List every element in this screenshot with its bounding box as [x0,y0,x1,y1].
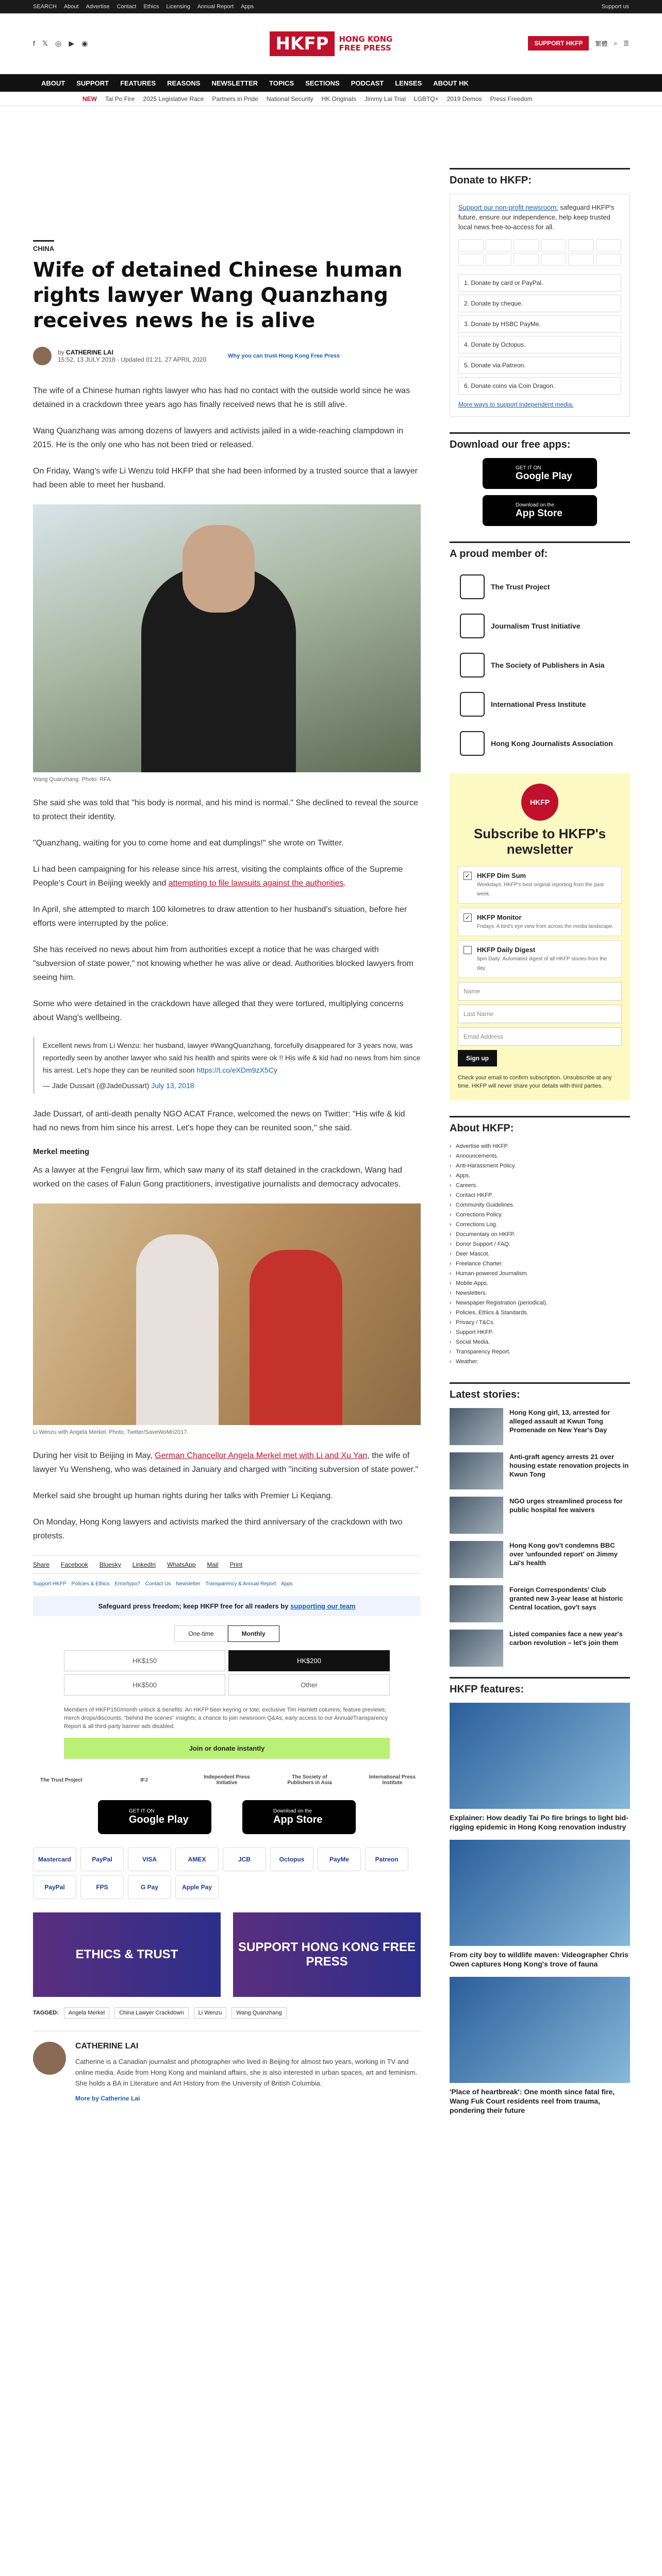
footer-link[interactable]: Error/typo? [114,1581,140,1587]
story-thumbnail[interactable] [450,1408,503,1445]
tags-label: TAGGED: [33,2010,59,2016]
payment-logo[interactable]: PayPal [80,1848,124,1871]
story-headline[interactable]: Hong Kong girl, 13, arrested for alleged assault at Kwun Tong Promenade on New Year's Day [509,1409,610,1434]
paragraph: She has received no news about him from authorities except a notice that he was charged with "subversion of state power," not knowing whether he was alive or dead. Authorities blocked lawyers from seeing him. [33,945,413,982]
share-bluesky[interactable]: Bluesky [99,1561,121,1568]
paragraph: On Friday, Wang's wife Li Wenzu told HKFP that she had been informed by a trusted source that a lawyer had been able to meet her husband. [33,467,418,489]
about-link[interactable]: › Deer Mascot. [450,1249,630,1259]
paragraph: Some who were detained in the crackdown have alleged that they were tortured, multiplying concerns about Wang's wellbeing. [33,999,404,1022]
top-link-annual-report[interactable]: Annual Report [197,4,234,10]
footer-link[interactable]: Transparency & Annual Report [205,1581,276,1587]
nonprofit-link[interactable]: Support our non-profit newsroom: [458,204,558,211]
footer-link[interactable]: Contact Us [145,1581,171,1587]
donate-option[interactable]: 6. Donate coins via Coin Dragon. [458,377,621,395]
trending-item[interactable]: HK Originals [321,95,356,103]
card-icon [568,253,593,266]
about-link[interactable]: › Community Guidelines. [450,1200,630,1210]
article-photo-merkel [33,1204,421,1425]
feature-headline[interactable]: From city boy to wildlife maven: Videographer Chris Owen captures Hong Kong's trove of fauna [450,1951,628,1968]
amount-option[interactable]: HK$150 [64,1650,225,1671]
card-icon [541,253,566,266]
nav-newsletter[interactable]: NEWSLETTER [211,79,258,87]
article-category[interactable]: CHINA [33,240,54,252]
member-logo[interactable]: The Trust Project [450,567,630,606]
tag[interactable]: China Lawyer Crackdown [114,2007,188,2019]
paragraph: Wang Quanzhang was among dozens of lawyers and activists jailed in a wide-reaching clampdown in 2015. He is the only one who has not been tried or released. [33,427,404,449]
footer-link[interactable]: Support HKFP [33,1581,67,1587]
author-box [33,2031,421,2103]
about-link[interactable]: › Mobile Apps. [450,1279,630,1289]
story-headline[interactable]: Anti-graft agency arrests 21 over housing estate renovation projects in Kwun Tong [509,1453,629,1478]
trending-item[interactable]: Partners in Pride [212,95,258,103]
share-mail[interactable]: Mail [207,1561,219,1568]
about-link[interactable]: › Apps. [450,1171,630,1181]
features-heading: HKFP features: [450,1677,630,1696]
footer-link[interactable]: Policies & Ethics [71,1581,110,1587]
twitter-icon[interactable]: 𝕏 [42,39,48,47]
story-thumbnail[interactable] [450,1452,503,1489]
top-link-apps[interactable]: Apps [241,4,254,10]
tweet-author: — Jade Dussart (@JadeDussart) [43,1081,150,1090]
story-thumbnail[interactable] [450,1541,503,1578]
nav-reasons[interactable]: REASONS [167,79,201,87]
logo-text: HONG KONG FREE PRESS [339,34,393,53]
site-header [0,13,662,74]
amount-option[interactable]: HK$500 [64,1674,225,1696]
menu-icon[interactable]: ☰ [623,40,629,47]
nav-about-hk[interactable]: ABOUT HK [433,79,469,87]
feature-story[interactable] [450,1840,630,1969]
top-link-contact[interactable]: Contact [117,4,137,10]
partner-logo[interactable]: Independent Press Initiative [204,1774,250,1786]
story-headline[interactable]: Listed companies face a new year's carbon revolution – let's join them [509,1630,623,1647]
feature-story[interactable] [450,1977,630,2115]
author-avatar[interactable] [33,2042,66,2075]
trending-item[interactable]: Press Freedom [490,95,533,103]
payment-logo[interactable]: Patreon [365,1848,408,1871]
payment-logo[interactable]: JCB [223,1848,266,1871]
newsletter-option[interactable]: ✓ HKFP Monitor Fridays: A bird's eye view from across the media landscape. [458,908,622,936]
partner-logo[interactable]: International Press Institute [369,1774,416,1786]
email-field[interactable]: Email Address [458,1027,622,1046]
facebook-icon[interactable]: f [33,39,35,47]
feature-headline[interactable]: 'Place of heartbreak': One month since fatal fire, Wang Fuk Court residents reel from trauma, pondering their future [450,2088,615,2114]
donate-banner: Safeguard press freedom; keep HKFP free for all readers by supporting our team [33,1596,421,1616]
signup-button[interactable]: Sign up [458,1050,497,1066]
about-link[interactable]: › Support HKFP. [450,1328,630,1337]
card-icon [514,239,539,251]
paragraph: In April, she attempted to march 100 kilometres to draw attention to her husband's situation, before her efforts were interrupted by the police. [33,905,407,928]
donation-amounts [64,1650,390,1696]
article [33,240,421,2103]
story-thumbnail[interactable] [450,1630,503,1667]
about-heading: About HKFP: [450,1116,630,1134]
about-link[interactable]: › Corrections Log. [450,1220,630,1230]
payment-logo[interactable]: VISA [128,1848,171,1871]
card-icon [486,239,511,251]
latest-story[interactable] [450,1541,630,1578]
paragraph: The wife of a Chinese human rights lawyer who has had no contact with the outside world since he was detained in a crackdown three years ago has finally received news that he is still alive. [33,386,410,409]
latest-story[interactable] [450,1452,630,1489]
support-hkfp-video[interactable]: SUPPORT HONG KONG FREE PRESS [233,1912,421,1997]
search-icon[interactable]: ⌕ [614,39,618,47]
nav-topics[interactable]: TOPICS [269,79,294,87]
feature-image[interactable] [450,1840,630,1946]
paragraph: On Monday, Hong Kong lawyers and activists marked the third anniversary of the crackdown with two protests. [33,1518,403,1540]
footer-link[interactable]: Newsletter [176,1581,201,1587]
checkbox[interactable] [464,946,472,954]
feature-image[interactable] [450,1703,630,1809]
sidebar [450,168,630,2123]
trending-item[interactable]: Tai Po Fire [105,95,135,103]
top-link-advertise[interactable]: Advertise [86,4,110,10]
freq-monthly[interactable]: Monthly [228,1625,279,1642]
partner-logos [33,1774,421,1786]
share-linkedin[interactable]: LinkedIn [132,1561,156,1568]
newsletter-option[interactable]: ✓ HKFP Dim Sum Weekdays: HKFP's best original reporting from the past week. [458,866,622,904]
paragraph: "Quanzhang, waiting for you to come home and eat dumplings!" she wrote on Twitter. [33,839,344,848]
subheading: Merkel meeting [33,1147,90,1156]
trending-bar [0,92,662,106]
payment-logo[interactable]: Mastercard [33,1848,76,1871]
donate-option[interactable]: 1. Donate by card or PayPal. [458,274,621,292]
latest-stories [450,1408,630,1667]
author-box-name[interactable]: CATHERINE LAI [75,2042,139,2050]
tag[interactable]: Angela Merkel [64,2007,109,2019]
app-store-badge[interactable]: Download on the App Store [242,1800,356,1834]
about-link[interactable]: › Announcements. [450,1151,630,1161]
promo-videos [33,1912,421,1997]
app-store-badge[interactable]: Download on the App Store [483,495,597,526]
story-headline[interactable]: Hong Kong gov't condemns BBC over 'unfounded report' on Jimmy Lai's health [509,1541,618,1567]
site-logo[interactable] [270,31,393,56]
author-avatar[interactable] [33,347,52,365]
card-icon [458,239,484,251]
freq-one-time[interactable]: One-time [174,1625,227,1642]
about-link[interactable]: › Privacy / T&Cs. [450,1318,630,1328]
support-hkfp-button[interactable]: SUPPORT HKFP [528,36,589,50]
about-link[interactable]: › Contact HKFP. [450,1191,630,1200]
member-heading: A proud member of: [450,541,630,560]
share-whatsapp[interactable]: WhatsApp [167,1561,196,1568]
instagram-icon[interactable]: ◎ [55,39,62,47]
join-donate-button[interactable]: Join or donate instantly [64,1738,390,1759]
top-utility-bar [0,0,662,13]
about-link[interactable]: › Newspaper Registration (periodical). [450,1298,630,1308]
newsletter-logo: HKFP [521,784,558,821]
paragraph: Li had been campaigning for his release since his arrest, visiting the complaints office of the Supreme People's Court in Beijing weekly and attempting to file lawsuits against the authorities. [33,865,403,888]
author-bio: Catherine is a Canadian journalist and photographer who lived in Beijing for almost two years, working in TV and online media. Aside from Hong Kong and mainland affairs, she is also interested in urban spaces, art and feminism. She holds a BA in Literature and Art History from the University of British Columbia. [75,2058,418,2087]
donate-option[interactable]: 5. Donate via Patreon. [458,357,621,374]
trending-item[interactable]: LGBTQ+ [413,95,439,103]
paragraph: Merkel said she brought up human rights during her talks with Premier Li Keqiang. [33,1492,333,1500]
about-link[interactable]: › Anti-Harassment Policy. [450,1161,630,1171]
payment-logo[interactable]: Apple Pay [175,1875,219,1899]
latest-story[interactable] [450,1630,630,1667]
support-team-link[interactable]: supporting our team [290,1602,356,1610]
feature-headline[interactable]: Explainer: How deadly Tai Po fire brings to light bid-rigging epidemic in Hong Kong renovation industry [450,1814,628,1831]
card-icon [541,239,566,251]
top-link-ethics[interactable]: Ethics [143,4,159,10]
google-play-badge[interactable]: GET IT ON Google Play [483,458,597,489]
main-navigation [0,74,662,92]
card-icon [596,239,621,251]
share-bar [33,1555,421,1574]
trust-link[interactable]: Why you can trust Hong Kong Free Press [228,353,340,359]
nav-features[interactable]: FEATURES [120,79,156,87]
rss-icon[interactable]: ◉ [81,39,88,47]
top-link-search[interactable]: SEARCH [33,4,57,10]
photo-caption: Wang Quanzhang. Photo: RFA. [33,776,112,783]
trending-item[interactable]: National Security [266,95,313,103]
embedded-tweet: Excellent news from Li Wenzu: her husband, lawyer #WangQuanzhang, forcefully disappeared for 3 years now, was reportedly seen by another lawyer who said his health and spirits were ok !! His wife & kid had no news from him since his arrest. Let's hope they can be reunited soon https://t.co/eXDm9zX5Cy — Jade Dussart (@JadeDussart) July 13, 2018 [33,1037,421,1094]
author-name[interactable]: CATHERINE LAI [66,349,113,356]
partner-logo[interactable]: The Society of Publishers in Asia [287,1774,332,1786]
name-field[interactable]: Name [458,982,622,1001]
tweet-date[interactable]: July 13, 2018 [151,1081,194,1090]
social-icons [33,39,88,48]
payment-methods [33,1848,421,1899]
article-photo-wang [33,504,421,772]
paragraph: She said she was told that "his body is normal, and his mind is normal." She declined to reveal the source to protect their identity. [33,799,418,821]
card-icon [514,253,539,266]
footer-links [33,1581,421,1587]
payment-logo[interactable]: PayPal [33,1875,76,1899]
article-title: Wife of detained Chinese human rights lawyer Wang Quanzhang receives news he is alive [33,259,403,332]
share-print[interactable]: Print [229,1561,243,1568]
byline: by CATHERINE LAI 15:52, 13 JULY 2018 · Updated 01:21, 27 APRIL 2020 Why you can trust Hong Kong Free Press [33,347,421,365]
about-link[interactable]: › Human-powered Journalism. [450,1269,630,1279]
card-icon [458,253,484,266]
about-link[interactable]: › Social Media. [450,1337,630,1347]
about-link[interactable]: › Transparency Report. [450,1347,630,1357]
youtube-icon[interactable]: ▶ [69,39,75,47]
story-thumbnail[interactable] [450,1497,503,1534]
donate-heading: Donate to HKFP: [450,168,630,187]
newsletter-note: Check your email to confirm subscription. Unsubscribe at any time. HKFP will never share your details with third parties. [458,1075,612,1089]
member-perks: Members of HKFP150/month unlock & benefits: An HKFP beer keyring or tote; exclusive Tim Hamlett columns; feature previews; merch drops/discounts; "behind the scenes" insights; a chance to join newsroom Q&As; early access to our Annual/Transparency Report & all third-party banner ads disabled. [64,1707,388,1730]
card-icon [596,253,621,266]
tweet-link[interactable]: https://t.co/eXDm9zX5Cy [196,1066,277,1074]
paragraph: During her visit to Beijing in May, German Chancellor Angela Merkel met with Li and Xu Yan, the wife of lawyer Yu Wensheng, who was detained in January and charged with "inciting subversion of state power." [33,1451,419,1474]
story-headline[interactable]: NGO urges streamlined process for public hospital fee waivers [509,1497,623,1514]
app-store-badges [33,1800,421,1834]
about-link[interactable]: › Documentary on HKFP. [450,1230,630,1240]
apps-heading: Download our free apps: [450,432,630,451]
trending-item[interactable]: Jimmy Lai Trial [364,95,406,103]
nav-sections[interactable]: SECTIONS [305,79,340,87]
byline-by: by [58,349,64,356]
article-tags [33,2007,421,2019]
language-toggle[interactable]: 繁體 [595,40,608,47]
share-facebook[interactable]: Facebook [61,1561,88,1568]
latest-heading: Latest stories: [450,1382,630,1401]
payment-logo[interactable]: AMEX [175,1848,219,1871]
payment-logo[interactable]: Octopus [270,1848,313,1871]
ethics-trust-video[interactable]: ETHICS & TRUST [33,1912,221,1997]
about-link[interactable]: › Newsletters. [450,1289,630,1298]
more-by-author-link[interactable]: More by Catherine Lai [75,2095,140,2102]
paragraph: As a lawyer at the Fengrui law firm, which saw many of its staff detained in the crackdown, Wang had worked on the cases of Falun Gong practitioners, investigative journalists and democracy advocates. [33,1166,402,1189]
checkbox[interactable]: ✓ [464,872,472,880]
payment-logo[interactable]: G Pay [128,1875,171,1899]
nav-about[interactable]: ABOUT [41,79,65,87]
story-thumbnail[interactable] [450,1585,503,1622]
about-link[interactable]: › Freelance Charter. [450,1259,630,1269]
nav-support[interactable]: SUPPORT [76,79,109,87]
updated-date: Updated 01:21, 27 APRIL 2020 [121,356,207,363]
top-link-licensing[interactable]: Licensing [166,4,190,10]
google-play-badge[interactable]: GET IT ON Google Play [98,1800,211,1834]
card-icon [486,253,511,266]
member-logo[interactable]: Hong Kong Journalists Association [450,724,630,763]
share-label[interactable]: Share [33,1561,50,1568]
lawsuits-link[interactable]: attempting to file lawsuits against the authorities [168,879,344,888]
top-link-about[interactable]: About [63,4,79,10]
story-headline[interactable]: Foreign Correspondents' Club granted new 3-year lease at historic Central location, gov't says [509,1586,623,1611]
payment-logo[interactable]: PayMe [318,1848,361,1871]
latest-story[interactable] [450,1585,630,1622]
member-logo[interactable]: Journalism Trust Initiative [450,606,630,646]
amount-option[interactable]: Other [228,1674,390,1696]
checkbox[interactable]: ✓ [464,913,472,922]
about-link[interactable]: › Donor Support / FAQ. [450,1240,630,1249]
partner-logo[interactable]: IFJ [140,1777,148,1783]
donate-option[interactable]: 2. Donate by cheque. [458,295,621,312]
feature-story[interactable] [450,1703,630,1832]
features-list [450,1703,630,2115]
donate-payment-icons [458,239,621,266]
member-logo[interactable]: International Press Institute [450,685,630,724]
partner-logo[interactable]: The Trust Project [40,1777,82,1783]
footer-link[interactable]: Apps [280,1581,293,1587]
photo-caption: Li Wenzu with Angela Merkel. Photo: Twitter/SaveWoMri2017. [33,1429,189,1435]
logo-box: HKFP [270,31,335,56]
about-link[interactable]: › Advertise with HKFP. [450,1142,630,1151]
donate-option[interactable]: 4. Donate by Octopus. [458,336,621,353]
amount-option[interactable]: HK$200 [228,1650,390,1671]
feature-image[interactable] [450,1977,630,2083]
latest-story[interactable] [450,1408,630,1445]
about-link[interactable]: › Corrections Policy. [450,1210,630,1220]
payment-logo[interactable]: FPS [80,1875,124,1899]
trending-item[interactable]: 2019 Demos [446,95,482,103]
about-link[interactable]: › Careers. [450,1181,630,1191]
nav-lenses[interactable]: LENSES [395,79,422,87]
merkel-link[interactable]: German Chancellor Angela Merkel met with Li and Xu Yan [155,1451,368,1460]
trending-new-label: NEW [82,95,97,103]
about-link[interactable]: › Policies, Ethics & Standards. [450,1308,630,1318]
card-icon [568,239,593,251]
about-link[interactable]: › Weather. [450,1357,630,1367]
tag[interactable]: Wang Quanzhang [231,2007,286,2019]
last-name-field[interactable]: Last Name [458,1005,622,1023]
top-link-support[interactable]: Support us [601,4,629,10]
paragraph: Jade Dussart, of anti-death penalty NGO ACAT France, welcomed the news on Twitter: "His wife & kid had no news from him since his arrest. Let's hope they can be reunited soon," she said. [33,1110,405,1132]
donation-frequency [33,1625,421,1642]
more-ways-link[interactable]: More ways to support independent media. [458,401,574,408]
newsletter-title: Subscribe to HKFP's newsletter [473,826,606,857]
newsletter-signup [450,773,630,1100]
tag[interactable]: Li Wenzu [194,2007,227,2019]
nav-podcast[interactable]: PODCAST [351,79,384,87]
donate-option[interactable]: 3. Donate by HSBC PayMe. [458,315,621,333]
latest-story[interactable] [450,1497,630,1534]
about-list [450,1142,630,1367]
member-logo[interactable]: The Society of Publishers in Asia [450,646,630,685]
newsletter-option[interactable]: HKFP Daily Digest 5pm Daily: Automated digest of all HKFP stories from the day. [458,940,622,978]
trending-item[interactable]: 2025 Legislative Race [143,95,204,103]
donate-box: Support our non-profit newsroom: safeguard HKFP's future, ensure our independence, help keep trusted local news free-to-access for all. 1. Donate by card or PayPal. 2. Donate by cheque. 3. Donate by HSBC PayMe. 4. Donate by Octopus. 5. Donate via Patreon. 6. Donate coins via Coin Dragon. More ways to support independent media. [450,194,630,417]
publish-date: 15:52, 13 JULY 2018 [58,356,115,363]
